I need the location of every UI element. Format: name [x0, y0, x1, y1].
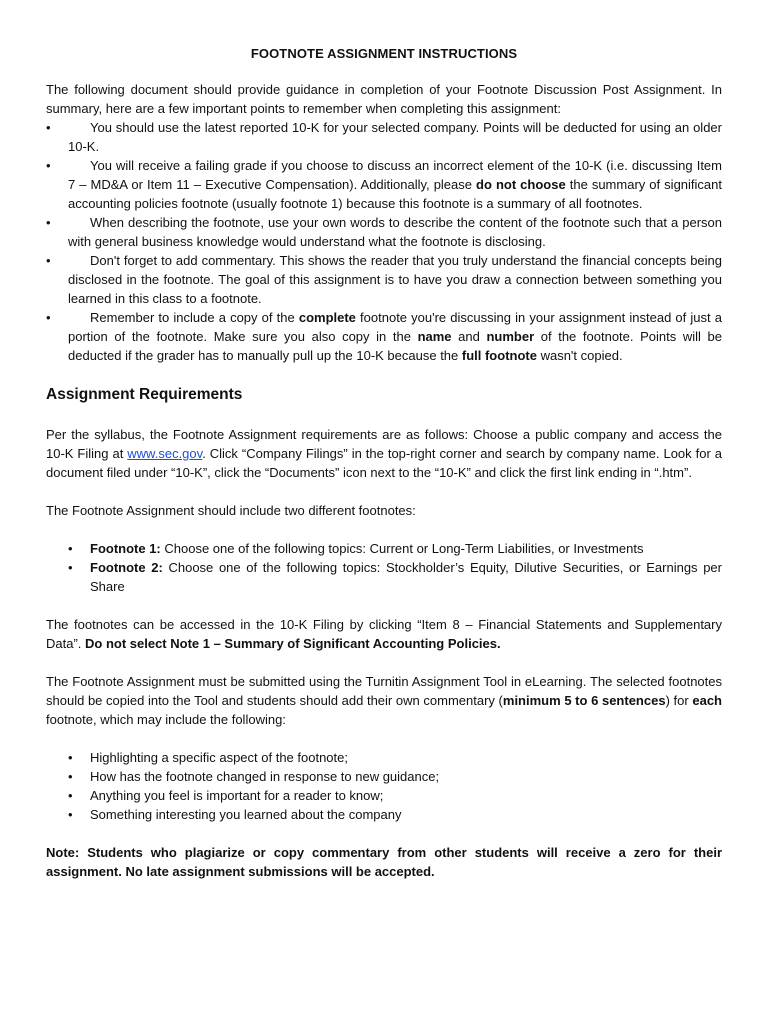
footnote-topic-text: Choose one of the following topics: Stockholder’s Equity, Dilutive Securities, or Earnings per Share [90, 560, 722, 594]
list-item [46, 251, 722, 308]
requirements-paragraph: Per the syllabus, the Footnote Assignment requirements are as follows: Choose a public company and access the 10-K Filing at www.sec.gov. Click “Company Filings” in the top-right corner and search by company name. Look for a document filed under “10-K”, click the “Documents” icon next to the “10-K” and click the first link ending in “.htm”. [46, 427, 723, 480]
sec-gov-link[interactable]: www.sec.gov [127, 446, 203, 461]
list-item [46, 539, 722, 558]
intro-paragraph: The following document should provide guidance in completion of your Footnote Discussion Post Assignment. In summary, here are a few important points to remember when completing this assignment: [46, 82, 722, 116]
bullet-icon: • [68, 807, 73, 822]
bullet-icon: • [46, 120, 51, 135]
bullet-icon: • [68, 769, 73, 784]
bullet-icon: • [68, 541, 73, 556]
footnote-label: Footnote 2: [90, 560, 163, 575]
footnote-label: Footnote 1: [90, 541, 161, 556]
bullet-icon: • [46, 158, 51, 173]
emphasis-text: complete [298, 310, 356, 325]
section-heading: Assignment Requirements [46, 386, 243, 403]
list-item [46, 156, 722, 213]
point-text: and [451, 329, 487, 344]
point-text: When describing the footnote, use your own words to describe the content of the footnote such that a person with general business knowledge would understand what the footnote is disclosing. [68, 215, 722, 249]
list-item [46, 213, 722, 251]
key-points-list [46, 118, 722, 365]
footnote-topics-list [46, 539, 722, 596]
emphasis-text: number [486, 329, 535, 344]
bullet-icon: • [46, 253, 51, 268]
point-text: Don't forget to add commentary. This shows the reader that you truly understand the financial concepts being disclosed in the footnote. The goal of this assignment is to have you draw a connection between something you learned in this class to a footnote. [68, 253, 722, 306]
list-item: • Anything you feel is important for a reader to know; [68, 788, 384, 803]
bullet-icon: • [46, 310, 51, 325]
plagiarism-note: Note: Students who plagiarize or copy commentary from other students will receive a zero for their assignment. No late assignment submissions will be accepted. [46, 845, 722, 879]
list-item [46, 308, 722, 365]
list-item: • Something interesting you learned about the company [68, 807, 402, 822]
submission-paragraph: The Footnote Assignment must be submitted using the Turnitin Assignment Tool in eLearning. The selected footnotes should be copied into the Tool and students should add their own commentary (minimum 5 to 6 sentences) for each footnote, which may include the following: [46, 674, 722, 727]
commentary-list [46, 748, 722, 824]
list-item [46, 118, 722, 156]
point-text: You should use the latest reported 10-K for your selected company. Points will be deducted for using an older 10-K. [68, 120, 722, 154]
point-text: You will receive a failing grade if you choose to discuss an incorrect element of the 10-K (i.e. discussing Item 7 – MD&A or Item 11 – Executive Compensation). Additionally, please [68, 158, 722, 192]
emphasis-text: full footnote [461, 348, 537, 363]
footnote-topic-text: Choose one of the following topics: Current or Long-Term Liabilities, or Investments [160, 541, 644, 556]
emphasis-text: do not choose [476, 177, 566, 192]
access-footnotes-paragraph: The footnotes can be accessed in the 10-K Filing by clicking “Item 8 – Financial Statements and Supplementary Data”. Do not select Note 1 – Summary of Significant Accounting Policies. [46, 617, 722, 651]
point-text: of the footnote. Points will be deducted if the grader has to manually pull up the 10-K because the [68, 329, 722, 363]
bullet-icon: • [68, 750, 73, 765]
point-text: Remember to include a copy of the [90, 310, 299, 325]
two-footnotes-paragraph: The Footnote Assignment should include two different footnotes: [46, 503, 416, 518]
point-text: wasn't copied. [536, 348, 623, 363]
emphasis-text: name [417, 329, 452, 344]
point-text: footnote you're discussing in your assignment instead of just a portion of the footnote. Make sure you also copy in the [68, 310, 722, 344]
list-item [46, 558, 722, 596]
bullet-icon: • [68, 560, 73, 575]
bullet-icon: • [46, 215, 51, 230]
point-text: the summary of significant accounting policies footnote (usually footnote 1) because this footnote is a summary of all footnotes. [68, 177, 722, 211]
bullet-icon: • [68, 788, 73, 803]
document-title: FOOTNOTE ASSIGNMENT INSTRUCTIONS [250, 46, 518, 61]
list-item: • Highlighting a specific aspect of the footnote; [68, 750, 348, 765]
list-item: • How has the footnote changed in response to new guidance; [68, 769, 440, 784]
